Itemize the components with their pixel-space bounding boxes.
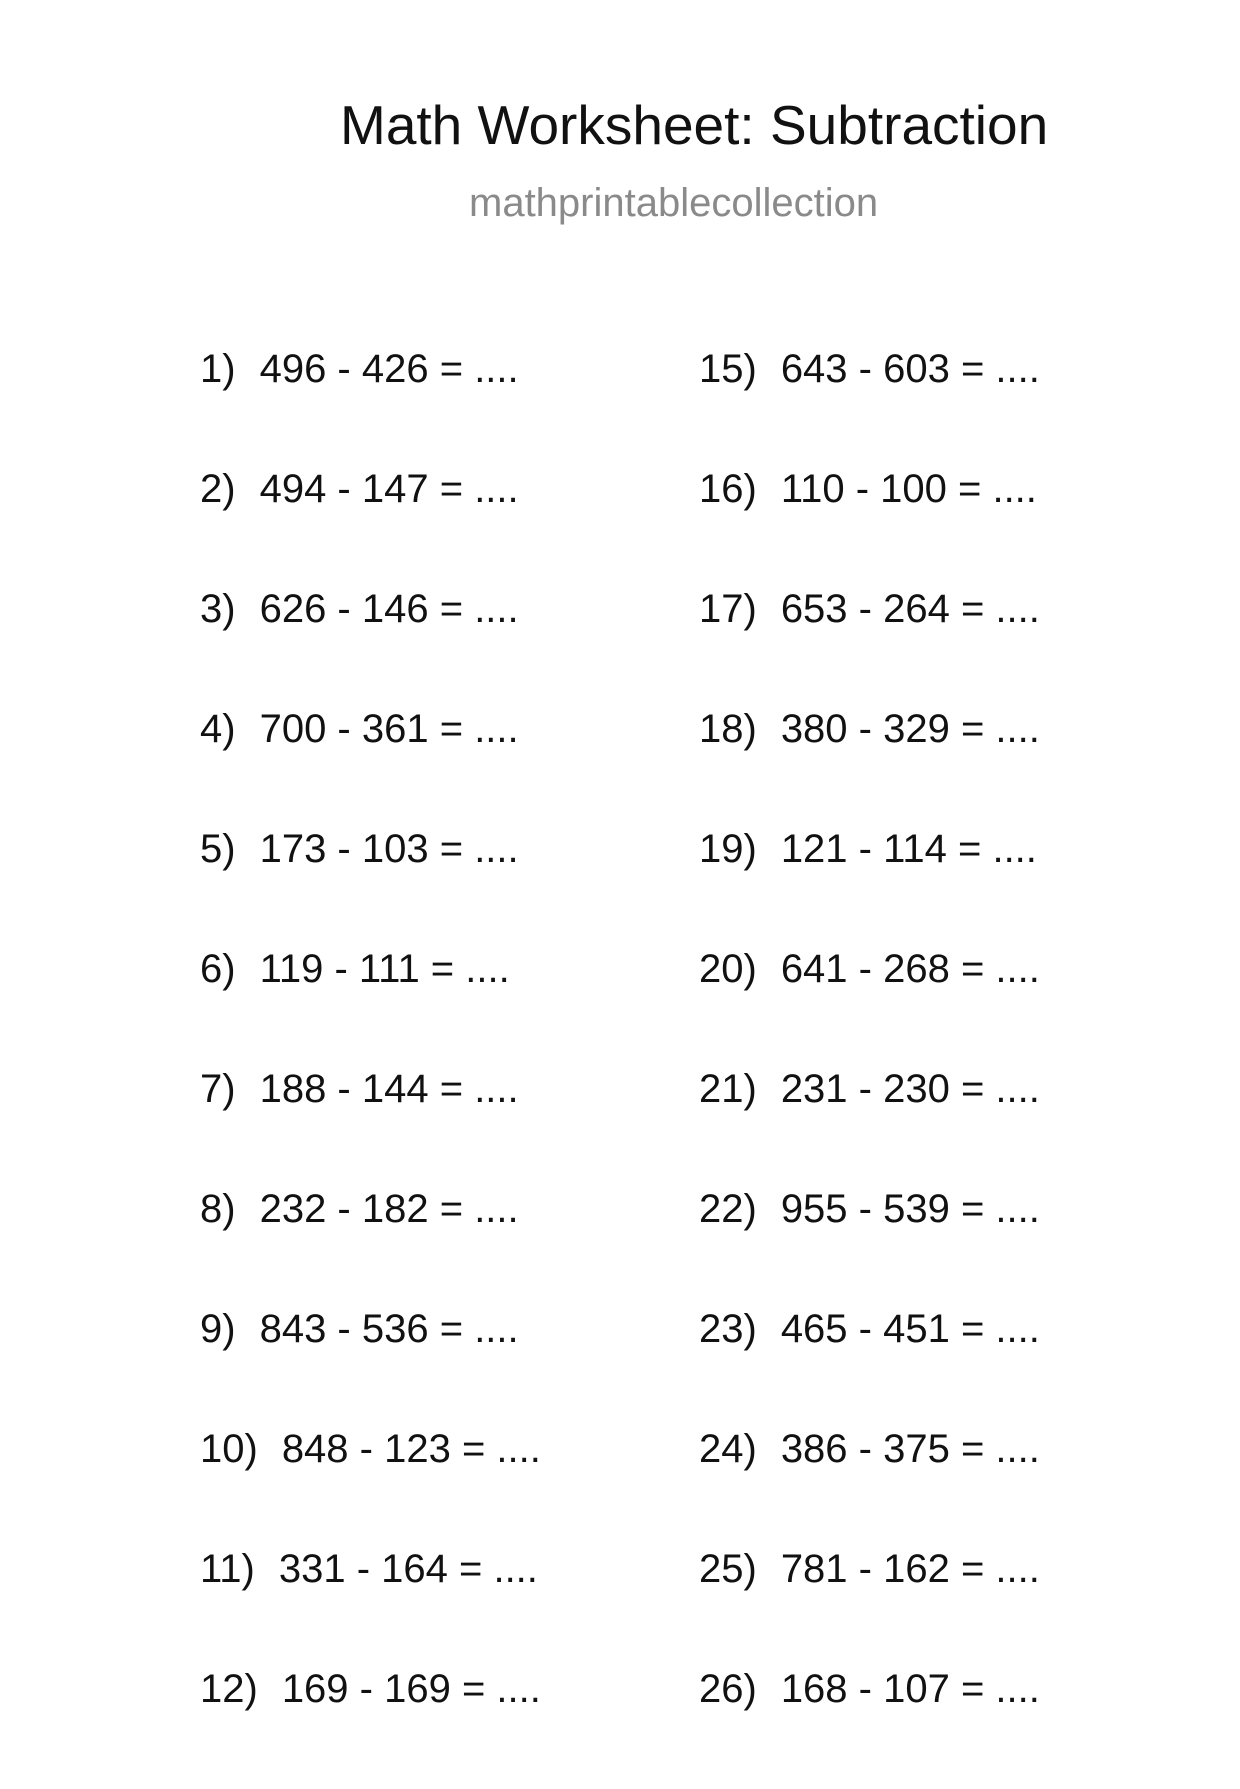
problem-expression: 173 - 103 = .... <box>259 827 519 871</box>
problem-item <box>699 1069 1040 1189</box>
problem-number: 16) <box>699 467 757 511</box>
problem-expression: 626 - 146 = .... <box>259 587 519 631</box>
problem-expression: 848 - 123 = .... <box>281 1427 541 1471</box>
problem-item <box>699 1669 1040 1789</box>
problems-left-column <box>200 349 541 1789</box>
problem-item <box>200 829 541 949</box>
problem-item <box>699 469 1040 589</box>
problem-expression: 496 - 426 = .... <box>259 347 519 391</box>
problem-number: 12) <box>200 1667 258 1711</box>
page-title: Math Worksheet: Subtraction <box>340 94 1049 156</box>
problem-item <box>200 1669 541 1789</box>
problem-number: 3) <box>200 587 236 631</box>
problem-expression: 653 - 264 = .... <box>780 587 1040 631</box>
problem-number: 21) <box>699 1067 757 1111</box>
problem-item <box>200 1309 541 1429</box>
problem-expression: 781 - 162 = .... <box>780 1547 1040 1591</box>
problem-number: 1) <box>200 347 236 391</box>
problem-number: 26) <box>699 1667 757 1711</box>
problem-number: 18) <box>699 707 757 751</box>
problem-number: 6) <box>200 947 236 991</box>
problem-item <box>200 709 541 829</box>
page-subtitle: mathprintablecollection <box>469 181 879 225</box>
problem-number: 11) <box>200 1547 255 1591</box>
problem-number: 24) <box>699 1427 757 1471</box>
problem-number: 5) <box>200 827 236 871</box>
problem-item <box>699 949 1040 1069</box>
problem-item <box>200 469 541 589</box>
problem-item <box>699 349 1040 469</box>
problem-expression: 188 - 144 = .... <box>259 1067 519 1111</box>
problem-expression: 386 - 375 = .... <box>780 1427 1040 1471</box>
problem-expression: 232 - 182 = .... <box>259 1187 519 1231</box>
problem-number: 19) <box>699 827 757 871</box>
problem-item <box>200 349 541 469</box>
problem-number: 4) <box>200 707 236 751</box>
problem-expression: 331 - 164 = .... <box>278 1547 538 1591</box>
problem-number: 8) <box>200 1187 236 1231</box>
problem-expression: 700 - 361 = .... <box>259 707 519 751</box>
problem-expression: 168 - 107 = .... <box>780 1667 1040 1711</box>
problem-expression: 119 - 111 = .... <box>259 947 510 991</box>
problem-item <box>699 829 1040 949</box>
problem-item <box>200 1069 541 1189</box>
problem-item <box>699 589 1040 709</box>
problem-expression: 494 - 147 = .... <box>259 467 519 511</box>
problem-number: 25) <box>699 1547 757 1591</box>
problem-item <box>699 1309 1040 1429</box>
problem-number: 15) <box>699 347 757 391</box>
problem-item <box>200 1549 541 1669</box>
problem-item <box>699 1549 1040 1669</box>
problem-item <box>200 1189 541 1309</box>
problem-item <box>200 589 541 709</box>
problem-number: 9) <box>200 1307 236 1351</box>
problem-expression: 641 - 268 = .... <box>780 947 1040 991</box>
problem-item <box>200 1429 541 1549</box>
problem-number: 10) <box>200 1427 258 1471</box>
problem-item <box>200 949 541 1069</box>
problem-expression: 843 - 536 = .... <box>259 1307 519 1351</box>
problem-expression: 955 - 539 = .... <box>780 1187 1040 1231</box>
problem-item <box>699 709 1040 829</box>
problem-number: 17) <box>699 587 757 631</box>
problem-expression: 121 - 114 = .... <box>780 827 1037 871</box>
problem-item <box>699 1429 1040 1549</box>
problem-expression: 231 - 230 = .... <box>780 1067 1040 1111</box>
problem-expression: 380 - 329 = .... <box>780 707 1040 751</box>
problem-number: 2) <box>200 467 236 511</box>
problem-expression: 169 - 169 = .... <box>281 1667 541 1711</box>
problem-number: 23) <box>699 1307 757 1351</box>
problem-number: 20) <box>699 947 757 991</box>
problem-number: 22) <box>699 1187 757 1231</box>
problems-right-column <box>699 349 1040 1789</box>
problem-expression: 465 - 451 = .... <box>780 1307 1040 1351</box>
problem-number: 7) <box>200 1067 236 1111</box>
problem-item <box>699 1189 1040 1309</box>
problem-expression: 643 - 603 = .... <box>780 347 1040 391</box>
problem-expression: 110 - 100 = .... <box>780 467 1037 511</box>
